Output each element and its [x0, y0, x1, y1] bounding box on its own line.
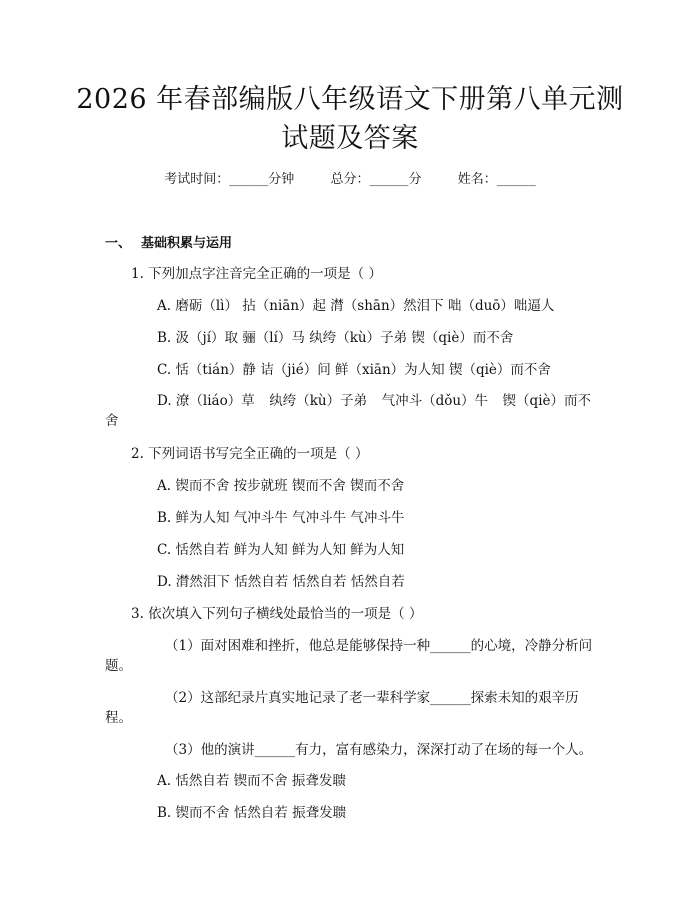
- question-2-option-a: A. 锲而不舍 按步就班 锲而不舍 锲而不舍: [157, 478, 405, 494]
- student-name-label: 姓名：______: [457, 172, 536, 187]
- exam-info-row: [0, 168, 700, 187]
- exam-title-line-2: 试题及答案: [281, 123, 419, 154]
- option-d-part: 气冲斗（dǒu）牛: [381, 393, 489, 409]
- question-3-sentence-1-wrap: 题。: [105, 658, 132, 674]
- question-1-option-b: B. 汲（jí）取 骊（lí）马 纨绔（kù）子弟 锲（qiè）而不舍: [157, 330, 514, 346]
- section-heading: [105, 232, 232, 251]
- exam-title-line-1: 2026 年春部编版八年级语文下册第八单元测: [76, 84, 624, 115]
- question-3-option-a: A. 恬然自若 锲而不舍 振聋发聩: [157, 773, 346, 789]
- question-1-option-d-wrap: 舍: [105, 413, 119, 429]
- question-3-sentence-2: （2）这部纪录片真实地记录了老一辈科学家______探索未知的艰辛历: [165, 690, 579, 706]
- question-3-option-b: B. 锲而不舍 恬然自若 振聋发聩: [157, 805, 347, 821]
- option-d-part: 纨绔（kù）子弟: [269, 393, 368, 409]
- question-1-option-d: [157, 389, 591, 409]
- exam-time-label: 考试时间：______分钟: [164, 172, 295, 187]
- option-d-part: D. 潦（liáo）草: [157, 393, 255, 409]
- question-1-option-c: C. 恬（tián）静 诘（jié）问 鲜（xiān）为人知 锲（qiè）而不舍: [157, 362, 551, 378]
- question-3-sentence-2-wrap: 程。: [105, 710, 132, 726]
- question-3-sentence-3: （3）他的演讲______有力，富有感染力，深深打动了在场的每一个人。: [165, 742, 593, 758]
- question-2-option-c: C. 恬然自若 鲜为人知 鲜为人知 鲜为人知: [157, 542, 405, 558]
- question-1-stem: 1. 下列加点字注音完全正确的一项是（ ）: [131, 266, 382, 282]
- question-2-stem: 2. 下列词语书写完全正确的一项是（ ）: [131, 446, 369, 462]
- total-score-label: 总分：______分: [330, 172, 422, 187]
- option-d-part: 锲（qiè）而不: [502, 393, 591, 409]
- question-1-option-a: A. 磨砺（lì） 拈（niān）起 潸（shān）然泪下 咄（duō）咄逼人: [157, 298, 555, 314]
- section-number: 一、: [105, 236, 132, 251]
- section-title: 基础积累与运用: [141, 236, 233, 251]
- question-3-sentence-1: （1）面对困难和挫折，他总是能够保持一种______的心境，冷静分析问: [165, 638, 593, 654]
- question-2-option-b: B. 鲜为人知 气冲斗牛 气冲斗牛 气冲斗牛: [157, 510, 405, 526]
- question-2-option-d: D. 潸然泪下 恬然自若 恬然自若 恬然自若: [157, 574, 405, 590]
- question-3-stem: 3. 依次填入下列句子横线处最恰当的一项是（ ）: [131, 606, 423, 622]
